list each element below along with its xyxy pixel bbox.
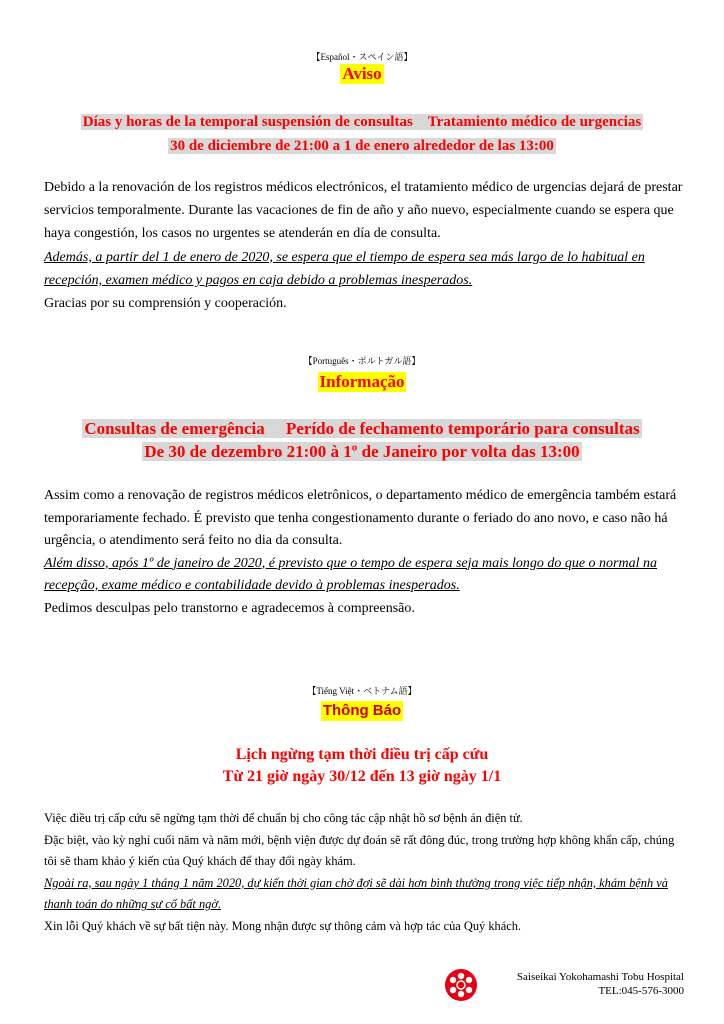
vietnamese-headline-line-2: Từ 21 giờ ngày 30/12 đến 13 giờ ngày 1/1	[222, 768, 502, 785]
portuguese-paragraph-1: Assim como a renovação de registros médicos eletrônicos, o departamento médico de emergência também estará temporariamente fechado. É previsto que tenha congestionamento durante o feriado do ano novo, e caso não há urgência, o atendimento será feito no dia da consulta.	[44, 488, 677, 548]
vietnamese-paragraph-emphasis: Ngoài ra, sau ngày 1 tháng 1 năm 2020, dự kiến thời gian chờ đợi sẽ dài hơn bình thường trong việc tiếp nhận, khám bệnh và thanh toán do những sự cố bất ngờ.	[44, 875, 668, 912]
vietnamese-notice-badge: Thông Báo	[322, 702, 402, 719]
portuguese-notice-badge: Informação	[319, 372, 405, 391]
hospital-name: Saiseikai Yokohamashi Tobu Hospital	[516, 971, 684, 983]
footer-contact	[517, 970, 684, 998]
vietnamese-headline-line-1: Lịch ngừng tạm thời điều trị cấp cứu	[235, 746, 489, 763]
spanish-notice-badge-wrap	[0, 64, 724, 84]
portuguese-body	[44, 485, 684, 620]
hospital-logo-icon	[444, 968, 478, 1002]
spanish-body	[44, 176, 684, 315]
spanish-paragraph-emphasis: Además, a partir del 1 de enero de 2020, se espera que el tiempo de espera sea más largo de lo habitual en recepción, examen médico y pagos en caja debido a problemas inesperados.	[44, 249, 645, 288]
spanish-headline-line-1: Días y horas de la temporal suspensión de consultas Tratamiento médico de urgencias	[82, 114, 642, 130]
portuguese-notice-badge-wrap	[0, 372, 724, 392]
spanish-notice-badge: Aviso	[342, 64, 382, 83]
portuguese-paragraph-emphasis: Além disso, após 1º de janeiro de 2020, é previsto que o tempo de espera seja mais longo do que o normal na recepção, exame médico e contabilidade devido à problemas inesperados.	[44, 555, 658, 593]
vietnamese-paragraph-2: Đặc biệt, vào kỳ nghỉ cuối năm và năm mới, bệnh viện được dự đoán sẽ rất đông đúc, trong trường hợp không khẩn cấp, chúng tôi sẽ tham khảo ý kiến của Quý khách để thay đổi ngày khám.	[44, 832, 675, 869]
spanish-paragraph-1: Debido a la renovación de los registros médicos electrónicos, el tratamiento médico de urgencias dejará de prestar servicios temporalmente. Durante las vacaciones de fin de año y año nuevo, especialmente cuando se espera que haya congestión, los casos no urgentes se atenderán en día de consulta.	[44, 180, 683, 242]
portuguese-language-label: 【Português・ポルトガル語】	[303, 356, 421, 366]
portuguese-headline-line-1: Consultas de emergência Perído de fechamento temporário para consultas	[84, 419, 640, 438]
hospital-phone: TEL:045-576-3000	[598, 985, 684, 997]
vietnamese-paragraph-1: Việc điều trị cấp cứu sẽ ngừng tạm thời để chuẩn bị cho công tác cập nhật hồ sơ bệnh án điện tử.	[44, 811, 523, 825]
vietnamese-language-label: 【Tiếng Việt・ベトナム語】	[307, 686, 417, 696]
vietnamese-paragraph-3: Xin lỗi Quý khách về sự bất tiện này. Mong nhận được sự thông cảm và hợp tác của Quý khách.	[44, 918, 522, 933]
vietnamese-notice-badge-wrap	[0, 701, 724, 721]
portuguese-paragraph-3: Pedimos desculpas pelo transtorno e agradecemos à compreensão.	[44, 600, 415, 616]
portuguese-headline	[0, 417, 724, 463]
spanish-headline	[0, 110, 724, 158]
portuguese-headline-line-2: De 30 de dezembro 21:00 à 1º de Janeiro por volta das 13:00	[144, 442, 580, 461]
spanish-headline-line-2: 30 de diciembre de 21:00 a 1 de enero alrededor de las 13:00	[170, 138, 554, 154]
vietnamese-headline	[0, 744, 724, 788]
spanish-paragraph-3: Gracias por su comprensión y cooperación.	[44, 296, 287, 312]
spanish-language-label: 【Español・スペイン語】	[311, 52, 413, 62]
vietnamese-body	[44, 808, 684, 938]
